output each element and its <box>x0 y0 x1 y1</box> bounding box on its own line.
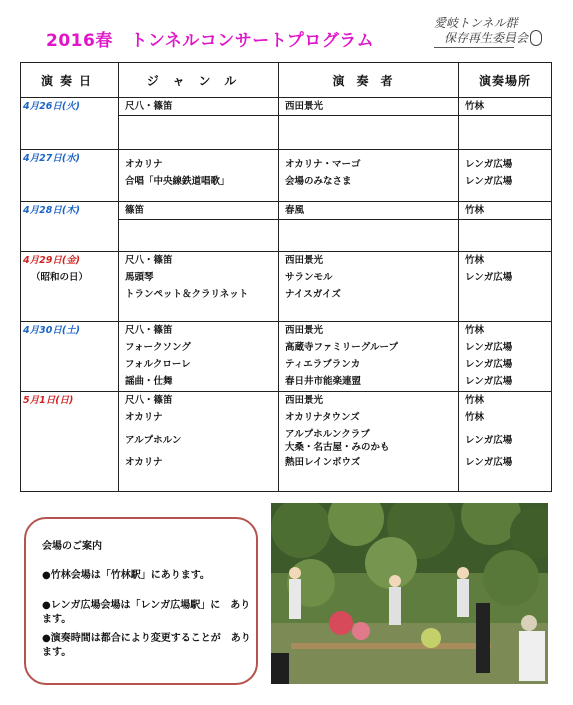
performer-cell: 西田景光 サランモル ナイスガイズ <box>279 252 459 322</box>
guide-item: ●レンガ広場会場は「レンガ広場駅」に あります。 <box>42 600 251 625</box>
genre-cell: 尺八・篠笛 オカリナ アルプホルン オカリナ <box>119 392 279 492</box>
organizer-line2: 保存再生委員会 <box>444 31 529 45</box>
performer-cell: 春風 <box>279 202 459 252</box>
venue-cell: 竹林 竹林 レンガ広場 レンガ広場 <box>459 392 552 492</box>
header-date: 演奏日 <box>21 63 119 98</box>
page-title: 2016春 トンネルコンサートプログラム <box>46 31 375 51</box>
genre-cell: 尺八・篠笛 馬頭琴 トランペット＆クラリネット <box>119 252 279 322</box>
genre-cell: 尺八・篠笛 フォークソング フォルクローレ 謡曲・仕舞 <box>119 322 279 392</box>
performer-cell: 西田景光 <box>279 98 459 150</box>
logo-underline <box>434 47 514 48</box>
organizer-line1: 愛岐トンネル群 <box>434 16 518 30</box>
performer-cell: オカリナ・マーゴ 会場のみなさま <box>279 150 459 202</box>
date-cell: 5月1日(日) <box>21 392 119 492</box>
performer-cell: 西田景光 高蔵寺ファミリーグループ ティエラブランカ 春日井市能楽連盟 <box>279 322 459 392</box>
header-performer: 演奏者 <box>279 63 459 98</box>
genre-cell: オカリナ 合唱「中央線鉄道唱歌」 <box>119 150 279 202</box>
date-cell: 4月28日(木) <box>21 202 119 252</box>
table-header-row <box>21 63 552 98</box>
guide-item: ●演奏時間は都合により変更することが あります。 <box>42 633 251 658</box>
venue-cell: 竹林 <box>459 98 552 150</box>
date-cell: 4月26日(火) <box>21 98 119 150</box>
table-row-day-0427 <box>21 150 552 202</box>
venue-cell: 竹林 レンガ広場 <box>459 252 552 322</box>
date-cell: 4月27日(水) <box>21 150 119 202</box>
program-table <box>20 62 552 492</box>
guide-item: ●竹林会場は「竹林駅」にあります。 <box>42 570 210 581</box>
date-cell: 4月30日(土) <box>21 322 119 392</box>
table-row-day-0428 <box>21 202 552 252</box>
table-row-day-0429 <box>21 252 552 322</box>
organizer-logo <box>434 16 544 46</box>
table-row-day-0430 <box>21 322 552 392</box>
table-row-day-0426 <box>21 98 552 150</box>
venue-guide-box <box>24 517 258 685</box>
concert-photo-image <box>271 503 548 684</box>
venue-cell: 竹林 レンガ広場 レンガ広場 レンガ広場 <box>459 322 552 392</box>
genre-cell: 篠笛 <box>119 202 279 252</box>
date-cell: 4月29日(金) （昭和の日） <box>21 252 119 322</box>
performer-cell: 西田景光 オカリナタウンズ アルプホルンクラブ 大桑・名古屋・みのかも 熱田レインボウズ <box>279 392 459 492</box>
header-venue: 演奏場所 <box>459 63 552 98</box>
genre-cell: 尺八・篠笛 <box>119 98 279 150</box>
venue-cell: 竹林 <box>459 202 552 252</box>
concert-photo <box>271 503 548 684</box>
logo-mark-icon <box>530 30 542 46</box>
venue-cell: レンガ広場 レンガ広場 <box>459 150 552 202</box>
table-row-day-0501 <box>21 392 552 492</box>
guide-title: 会場のご案内 <box>42 541 102 552</box>
header-genre: ジャンル <box>119 63 279 98</box>
